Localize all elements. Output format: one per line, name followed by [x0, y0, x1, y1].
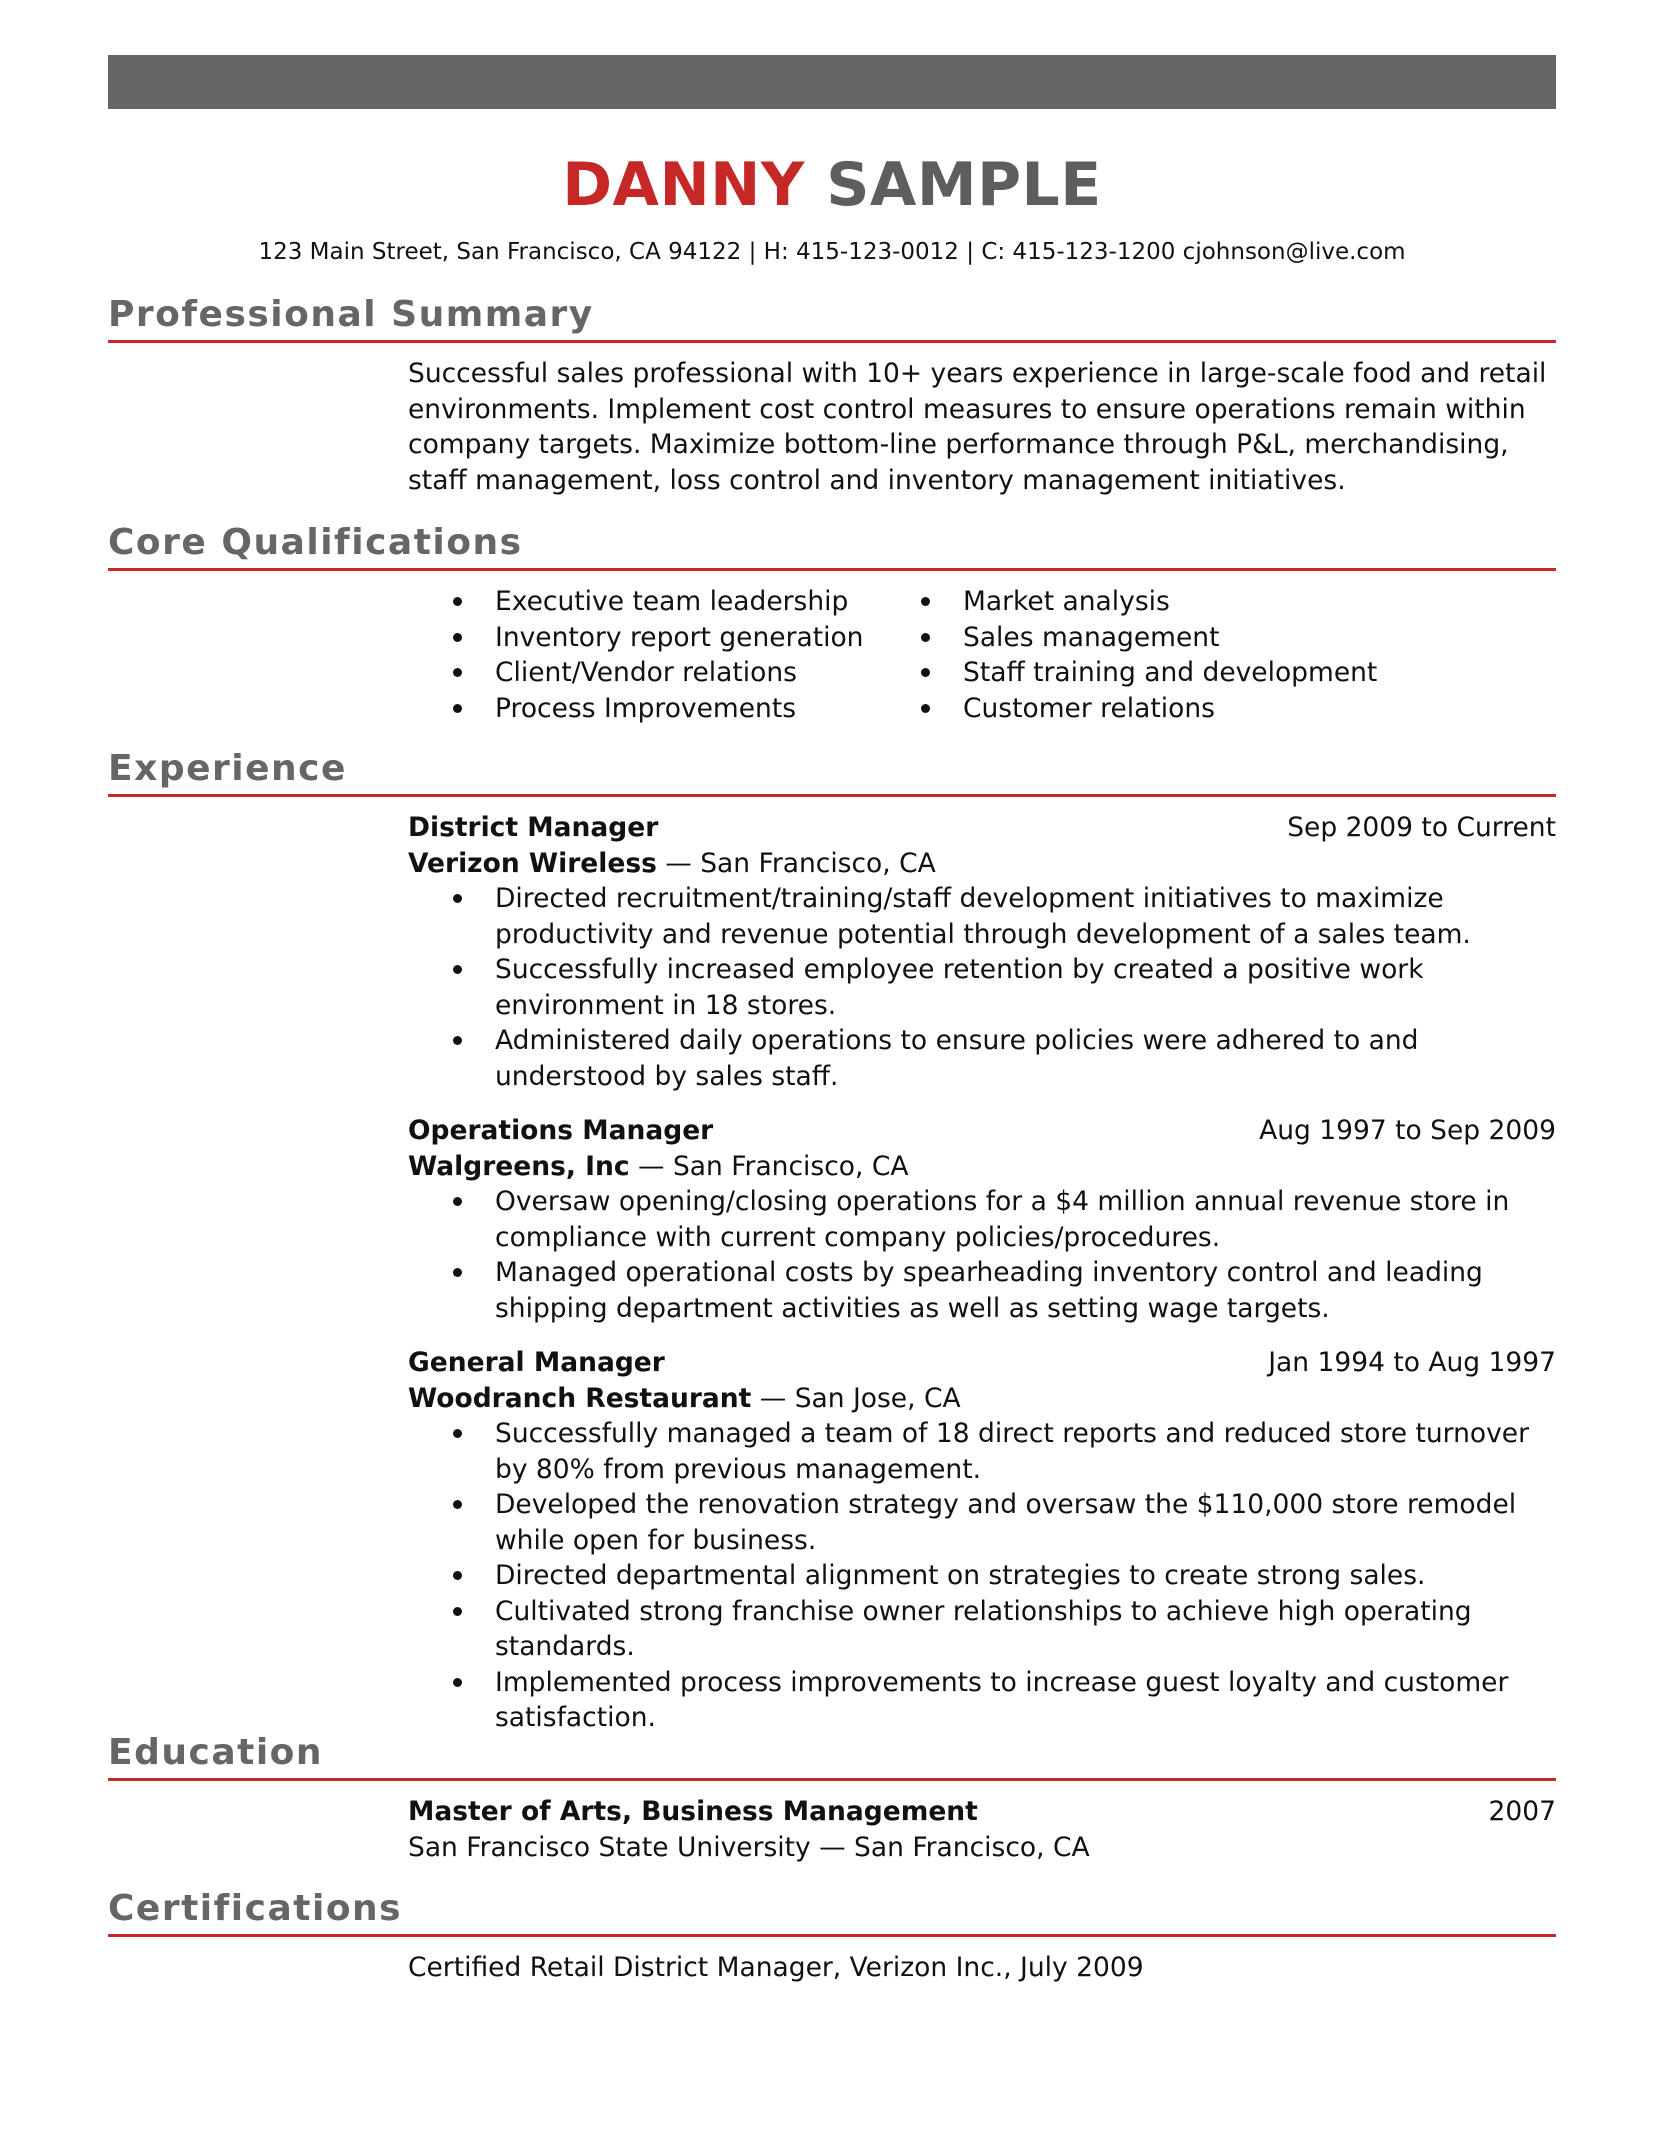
- summary-text: Successful sales professional with 10+ years experience in large-scale food and retail environments. Implement cost control measures to ensure operations remain within company targets. Maximize bottom-line performance through P&L, merchandising, staff management, loss control and inventory management initiatives.: [408, 358, 1547, 496]
- company-name: Walgreens, Inc: [408, 1150, 630, 1182]
- job-title: General Manager: [408, 1347, 665, 1378]
- degree: Master of Arts, Business Management: [408, 1796, 978, 1827]
- company-name: Verizon Wireless: [408, 847, 657, 879]
- list-item: Administered daily operations to ensure policies were adhered to and understood by sales staff.: [408, 1023, 1556, 1094]
- job-location: — San Jose, CA: [751, 1382, 961, 1414]
- job-dates: Sep 2009 to Current: [1287, 812, 1556, 843]
- job-location: — San Francisco, CA: [629, 1150, 909, 1182]
- summary-section: [408, 356, 1556, 498]
- list-item: Directed recruitment/training/staff development initiatives to maximize productivity and revenue potential through development of a sales team.: [408, 881, 1556, 952]
- qualifications-section: [408, 584, 1556, 726]
- list-item: Developed the renovation strategy and oversaw the $110,000 store remodel while open for business.: [408, 1487, 1556, 1558]
- section-heading: Core Qualifications: [108, 522, 523, 563]
- list-item: Cultivated strong franchise owner relationships to achieve high operating standards.: [408, 1594, 1556, 1665]
- list-item: Executive team leadership: [408, 584, 876, 620]
- contact-info: 123 Main Street, San Francisco, CA 94122 | H: 415-123-0012 | C: 415-123-1200 cjohnson@live.com: [258, 239, 1406, 265]
- company-name: Woodranch Restaurant: [408, 1382, 752, 1414]
- job-dates: Jan 1994 to Aug 1997: [1268, 1347, 1556, 1378]
- job-title: Operations Manager: [408, 1115, 714, 1146]
- qualifications-column-2: [876, 584, 1377, 726]
- list-item: Managed operational costs by spearheading inventory control and leading shipping department activities as well as setting wage targets.: [408, 1255, 1556, 1326]
- section-heading: Certifications: [108, 1888, 403, 1929]
- list-item: Directed departmental alignment on strategies to create strong sales.: [408, 1558, 1556, 1594]
- list-item: Process Improvements: [408, 691, 876, 727]
- job-dates: Aug 1997 to Sep 2009: [1259, 1115, 1556, 1146]
- section-heading: Education: [108, 1732, 324, 1773]
- list-item: Client/Vendor relations: [408, 655, 876, 691]
- section-heading: Professional Summary: [108, 294, 594, 335]
- school: San Francisco State University — San Francisco, CA: [408, 1831, 1090, 1863]
- list-item: Market analysis: [876, 584, 1377, 620]
- list-item: Implemented process improvements to increase guest loyalty and customer satisfaction.: [408, 1665, 1556, 1736]
- job-entry: [408, 1345, 1556, 1736]
- summary-heading-rule: [108, 288, 1556, 343]
- candidate-name: [0, 140, 1664, 230]
- list-item: Successfully managed a team of 18 direct reports and reduced store turnover by 80% from previous management.: [408, 1416, 1556, 1487]
- job-bullets: [408, 881, 1556, 1094]
- header-bar: [108, 55, 1556, 109]
- job-title: District Manager: [408, 812, 659, 843]
- list-item: Staff training and development: [876, 655, 1377, 691]
- first-name: DANNY: [562, 150, 805, 220]
- section-heading: Experience: [108, 748, 347, 789]
- certifications-section: [408, 1950, 1556, 1986]
- certification-text: Certified Retail District Manager, Verizon Inc., July 2009: [408, 1952, 1144, 1983]
- education-heading-rule: [108, 1726, 1556, 1781]
- list-item: Inventory report generation: [408, 620, 876, 656]
- last-name: SAMPLE: [826, 150, 1102, 220]
- certifications-heading-rule: [108, 1882, 1556, 1937]
- qualifications-heading-rule: [108, 516, 1556, 571]
- qualifications-column-1: [408, 584, 876, 726]
- graduation-year: 2007: [1488, 1796, 1556, 1827]
- job-entry: [408, 1113, 1556, 1326]
- education-section: [408, 1794, 1556, 1865]
- experience-heading-rule: [108, 742, 1556, 797]
- job-location: — San Francisco, CA: [656, 847, 936, 879]
- list-item: Sales management: [876, 620, 1377, 656]
- list-item: Successfully increased employee retention by created a positive work environment in 18 stores.: [408, 952, 1556, 1023]
- job-bullets: [408, 1416, 1556, 1736]
- list-item: Customer relations: [876, 691, 1377, 727]
- experience-section: [408, 810, 1556, 1755]
- list-item: Oversaw opening/closing operations for a $4 million annual revenue store in compliance with current company policies/procedures.: [408, 1184, 1556, 1255]
- job-bullets: [408, 1184, 1556, 1326]
- job-entry: [408, 810, 1556, 1094]
